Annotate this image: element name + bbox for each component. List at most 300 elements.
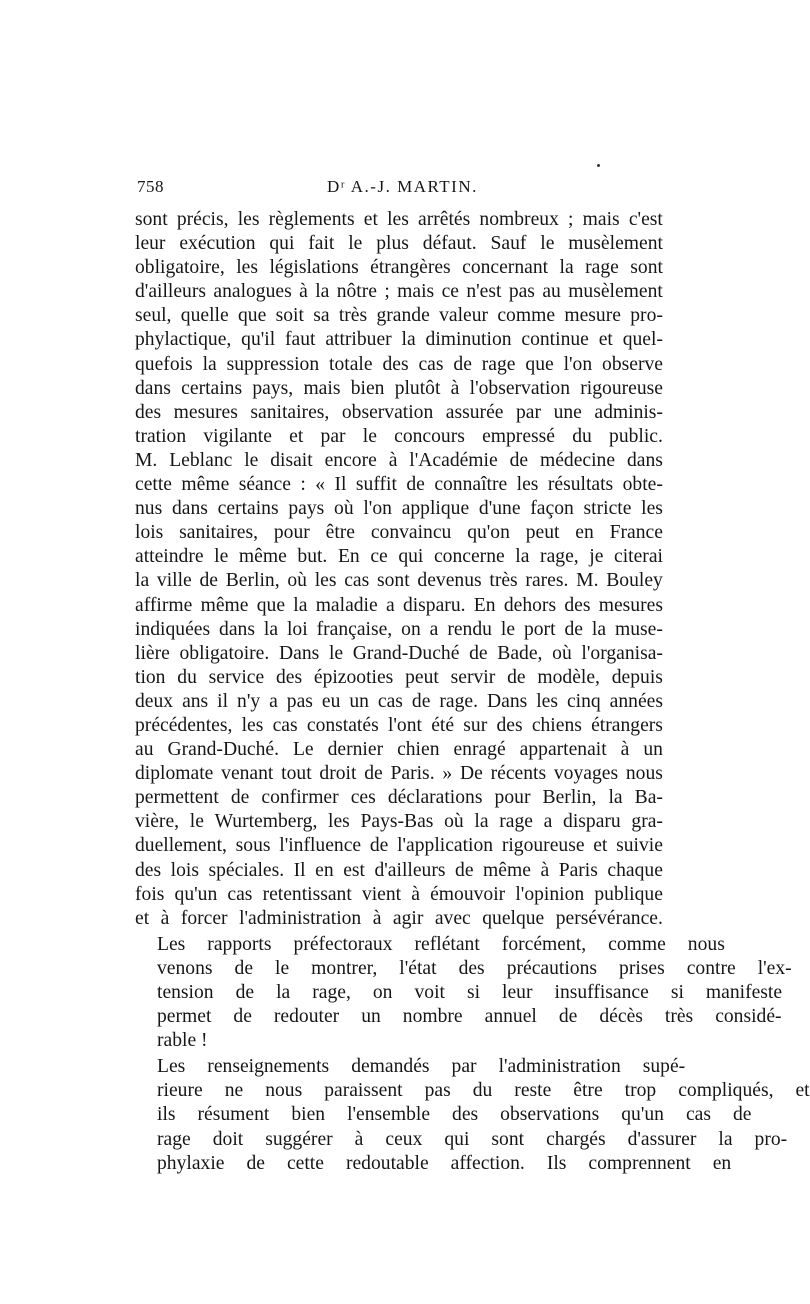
word: de	[411, 690, 431, 712]
word: de	[230, 787, 250, 809]
text-line	[135, 762, 663, 786]
word: rage	[585, 257, 619, 279]
word: rares.	[525, 570, 569, 592]
word: les	[536, 690, 558, 712]
word: les	[236, 257, 258, 279]
word: M.	[576, 570, 599, 592]
word: France	[609, 522, 663, 544]
word: la	[202, 353, 217, 375]
word: les	[516, 474, 539, 496]
word: Grand-Duché.	[167, 739, 279, 761]
word: observations	[500, 1104, 600, 1126]
word: Il	[293, 859, 306, 881]
word: disparu	[563, 811, 621, 833]
word: émouvoir	[430, 883, 506, 905]
text-line	[135, 786, 663, 810]
word: comme	[497, 305, 556, 327]
word: Berlin,	[225, 570, 280, 592]
word: de	[406, 474, 425, 496]
word: valeur	[439, 305, 489, 327]
body-text	[135, 208, 810, 1176]
word: tension	[157, 982, 214, 1003]
text-line	[135, 594, 663, 618]
text-line	[135, 690, 663, 714]
word: du	[572, 425, 592, 447]
word: dehors	[503, 594, 557, 616]
word: mais	[303, 377, 341, 399]
word: que	[237, 305, 267, 327]
word: d'ailleurs	[135, 281, 206, 303]
word: devenus	[417, 570, 482, 592]
word: tout	[281, 763, 312, 785]
word: les	[241, 714, 264, 736]
word: où	[334, 498, 354, 520]
word: Dans	[278, 642, 320, 664]
running-head	[137, 177, 663, 199]
word: forcément,	[501, 933, 587, 955]
word: suivie	[616, 835, 663, 857]
word: précis,	[176, 209, 229, 230]
word: Les	[157, 1056, 186, 1078]
word: considé-	[715, 1006, 782, 1028]
word: un	[349, 690, 369, 712]
word: si	[466, 982, 481, 1003]
word: ce	[441, 281, 459, 303]
word: En	[473, 594, 496, 616]
word: en	[712, 1152, 732, 1174]
word: avec	[434, 907, 471, 929]
word: à	[160, 907, 170, 929]
word: sa	[313, 305, 330, 327]
word: obligatoire.	[179, 642, 270, 664]
text-line	[135, 521, 663, 545]
word: on	[401, 618, 421, 640]
word: être	[325, 522, 355, 544]
word: a	[269, 690, 278, 712]
word: musèlement	[568, 233, 663, 255]
word: décès	[599, 1006, 643, 1028]
word: l'on	[563, 353, 593, 375]
word: Ils	[546, 1152, 567, 1174]
word: manifeste	[705, 982, 783, 1003]
word: l'organisa-	[581, 642, 663, 664]
word: quelle	[180, 305, 229, 327]
word: mais	[582, 209, 620, 230]
word: Les	[157, 933, 186, 955]
word: la	[401, 329, 416, 351]
text-line	[135, 545, 663, 569]
word: service	[208, 666, 265, 688]
word: obte-	[622, 474, 663, 496]
word: la	[559, 257, 574, 279]
word: venons	[157, 957, 213, 979]
word: totale	[329, 353, 373, 375]
word: diminution	[425, 329, 512, 351]
word: quel-	[622, 329, 663, 351]
word: le	[500, 618, 516, 640]
word: au	[542, 281, 561, 303]
word: qui	[444, 1128, 470, 1150]
word: chargés	[546, 1128, 606, 1150]
word: ces	[350, 787, 376, 809]
word: permet	[157, 1006, 212, 1028]
word: mais	[397, 281, 435, 303]
word: bien	[350, 377, 385, 399]
word: a	[429, 618, 439, 640]
word: vigilante	[203, 425, 272, 447]
word: où	[552, 642, 572, 664]
word: ce	[370, 546, 388, 568]
word: Bouley	[606, 570, 663, 592]
word: et	[289, 425, 304, 447]
text-line	[135, 1055, 686, 1079]
word: sont	[135, 209, 168, 230]
word: indiquées	[135, 618, 211, 640]
word: le	[244, 449, 259, 471]
word: affection.	[450, 1152, 525, 1174]
word: les	[328, 811, 350, 833]
word: l'ont	[387, 714, 422, 736]
word: a	[543, 811, 553, 833]
word: des	[496, 714, 523, 736]
word: récents	[490, 763, 547, 785]
word: agir	[392, 907, 424, 929]
word: Paris.	[390, 763, 435, 785]
word: plus	[376, 233, 409, 255]
word: compliqués,	[678, 1080, 774, 1102]
text-line	[135, 1128, 788, 1152]
word: législations	[269, 257, 359, 279]
word: la	[515, 546, 530, 568]
word: l'administration	[498, 1056, 621, 1078]
word: sont	[491, 1128, 525, 1150]
word: certains	[217, 498, 279, 520]
word: montrer,	[311, 957, 378, 979]
word: De	[459, 763, 483, 785]
text-line	[135, 328, 663, 352]
word: nous	[265, 1080, 303, 1102]
word: le	[362, 425, 377, 447]
word: dans	[135, 377, 171, 399]
word: et	[598, 329, 613, 351]
word: même	[238, 546, 287, 568]
word: dans	[626, 449, 663, 471]
text-line	[135, 232, 663, 256]
text-line	[135, 353, 663, 377]
word: comprennent	[588, 1152, 691, 1174]
word: soit	[275, 305, 304, 327]
word: le	[214, 546, 229, 568]
word: cas	[377, 690, 403, 712]
text-line	[135, 256, 663, 280]
word: a	[385, 594, 395, 616]
word: une	[553, 401, 582, 423]
word: Bade,	[497, 642, 543, 664]
word: l'état	[399, 957, 437, 979]
word: demandés	[351, 1056, 430, 1078]
text-line: rable !	[157, 1030, 208, 1052]
word: spéciales.	[208, 859, 285, 881]
word: l'administration	[239, 907, 362, 929]
text-line	[135, 618, 663, 642]
word: adminis-	[594, 401, 663, 423]
word: servir	[450, 666, 496, 688]
word: très	[664, 1006, 694, 1028]
paragraph-2	[135, 933, 792, 1053]
word: fois	[135, 883, 165, 905]
word: insuffisance	[554, 982, 649, 1003]
word: où	[444, 811, 464, 833]
word: nous	[687, 933, 725, 955]
word: certains	[181, 377, 243, 399]
word: vière,	[135, 811, 180, 833]
word: reflétant	[414, 933, 480, 955]
word: lière	[135, 642, 170, 664]
word: nus	[135, 498, 163, 520]
word: épizooties	[313, 666, 394, 688]
word: d'une	[478, 498, 521, 520]
word: l'opinion	[515, 883, 585, 905]
word: l'ex-	[757, 957, 792, 979]
word: constatés	[306, 714, 379, 736]
word: ils	[157, 1104, 176, 1126]
word: sous	[235, 835, 271, 857]
word: lois	[170, 859, 199, 881]
text-line	[135, 304, 663, 328]
word: d'ailleurs	[374, 859, 446, 881]
word: le	[189, 811, 204, 833]
word: à	[411, 883, 420, 905]
text-line	[135, 883, 663, 907]
word: rieure	[157, 1080, 203, 1102]
word: très	[489, 570, 518, 592]
word: vient	[361, 883, 402, 905]
word: déclarations	[387, 787, 483, 809]
word: eu	[321, 690, 341, 712]
word: stricte	[583, 498, 632, 520]
word: Le	[292, 739, 314, 761]
word: paraissent	[324, 1080, 403, 1102]
word: est	[343, 859, 365, 881]
word: et	[135, 907, 150, 929]
text-line	[135, 981, 783, 1005]
word: muse-	[614, 618, 663, 640]
word: Sauf	[490, 233, 527, 255]
text-line	[135, 377, 663, 401]
word: cas	[227, 883, 253, 905]
word: étrangers	[591, 714, 663, 736]
word: continue	[521, 329, 589, 351]
word: ;	[568, 209, 574, 230]
word: cas	[418, 353, 444, 375]
word: supé-	[642, 1056, 686, 1078]
word: qui	[398, 546, 424, 568]
word: l'ensemble	[347, 1104, 431, 1126]
word: doit	[212, 1128, 244, 1150]
word: n'est	[466, 281, 502, 303]
word: grande	[376, 305, 430, 327]
word: et	[363, 209, 378, 230]
word: pro-	[754, 1128, 788, 1150]
word: annuel	[484, 1006, 537, 1028]
word: des	[452, 1104, 479, 1126]
word: cas	[685, 1104, 711, 1126]
word: et	[593, 835, 608, 857]
word: à	[450, 377, 460, 399]
word: préfectoraux	[293, 933, 393, 955]
word: venant	[221, 763, 274, 785]
word: être	[573, 1080, 603, 1102]
word: musèlement	[568, 281, 663, 303]
word: pas	[286, 690, 313, 712]
word: appartenait	[519, 739, 607, 761]
word: pays	[288, 498, 325, 520]
word: la	[474, 811, 489, 833]
text-line	[135, 1005, 782, 1029]
word: en	[575, 522, 594, 544]
word: Grand-Duché	[352, 642, 460, 664]
word: convaincu	[370, 522, 452, 544]
word: chaque	[607, 859, 663, 881]
word: en	[315, 859, 334, 881]
word: si	[670, 982, 684, 1003]
word: n'y	[237, 690, 261, 712]
word: à	[540, 859, 550, 881]
paragraph-1	[135, 208, 663, 931]
word: des	[135, 401, 162, 423]
word: suggérer	[265, 1128, 333, 1150]
word: médecine	[539, 449, 616, 471]
word: leur	[135, 233, 166, 255]
word: rigoureuse	[580, 377, 663, 399]
text-line	[135, 859, 663, 883]
word: persévérance.	[555, 907, 663, 929]
word: années	[609, 690, 663, 712]
word: les	[237, 209, 260, 230]
word: phylaxie	[157, 1152, 225, 1174]
word: faut	[285, 329, 316, 351]
word: cas	[272, 714, 298, 736]
word: trop	[624, 1080, 657, 1102]
word: obligatoire,	[135, 257, 225, 279]
word: port	[523, 618, 556, 640]
header-author: Dʳ A.-J. MARTIN.	[327, 177, 478, 196]
word: française,	[316, 618, 393, 640]
word: pays,	[252, 377, 294, 399]
word: au	[135, 739, 154, 761]
word: empressé	[482, 425, 555, 447]
text-line	[135, 401, 663, 425]
word: de	[246, 1152, 265, 1174]
word: chiens	[531, 714, 582, 736]
word: Leblanc	[169, 449, 233, 471]
word: de	[235, 982, 255, 1003]
word: à	[354, 1128, 364, 1150]
word: ;	[384, 281, 390, 303]
word: leur	[502, 982, 533, 1003]
word: nombreux	[479, 209, 559, 230]
word: séance	[238, 474, 291, 496]
word: rage,	[312, 982, 351, 1003]
word: l'influence	[279, 835, 362, 857]
word: qu'un	[621, 1104, 664, 1126]
word: seul,	[135, 305, 172, 327]
word: de	[558, 1006, 578, 1028]
word: arrêtés	[418, 209, 471, 230]
word: nous	[625, 763, 663, 785]
text-line	[135, 957, 792, 981]
word: de	[509, 449, 529, 471]
word: nôtre	[336, 281, 377, 303]
word: observe	[602, 353, 663, 375]
word: »	[442, 763, 453, 785]
word: qu'un	[174, 883, 218, 905]
word: affirme	[135, 594, 193, 616]
word: cinq	[566, 690, 601, 712]
word: même	[483, 859, 531, 881]
word: Pays-Bas	[360, 811, 434, 833]
word: Berlin,	[542, 787, 597, 809]
word: été	[431, 714, 455, 736]
text-line	[135, 1103, 752, 1127]
word: à	[388, 449, 398, 471]
text-line	[135, 497, 663, 521]
word: Ba-	[634, 787, 663, 809]
word: rapports	[207, 933, 272, 955]
word: façon	[530, 498, 574, 520]
word: diplomate	[135, 763, 214, 785]
word: défaut.	[422, 233, 477, 255]
word: prises	[619, 957, 665, 979]
word: qu'on	[467, 522, 510, 544]
word: reste	[514, 1080, 552, 1102]
word: retentissant	[262, 883, 352, 905]
word: c'est	[628, 209, 663, 230]
word: du	[472, 1080, 493, 1102]
word: connaître	[434, 474, 508, 496]
word: où	[287, 570, 307, 592]
word: la	[591, 618, 607, 640]
word: attribuer	[325, 329, 392, 351]
word: je	[589, 546, 604, 568]
word: que	[525, 353, 554, 375]
word: rage	[157, 1128, 191, 1150]
word: permettent	[135, 787, 219, 809]
word: par	[451, 1056, 477, 1078]
word: règlements	[268, 209, 355, 230]
word: analogues	[213, 281, 292, 303]
word: que	[256, 594, 286, 616]
word: sur	[463, 714, 488, 736]
word: à	[620, 739, 630, 761]
word: les	[314, 570, 337, 592]
text-line	[135, 666, 663, 690]
word: précédentes,	[135, 714, 233, 736]
word: des	[458, 957, 485, 979]
word: très	[338, 305, 368, 327]
word: mesures	[173, 401, 238, 423]
word: le	[540, 233, 555, 255]
word: assurée	[445, 401, 504, 423]
word: chien	[397, 739, 440, 761]
text-line	[135, 834, 663, 858]
word: gra-	[631, 811, 663, 833]
text-line	[135, 907, 663, 931]
page-number: 758	[137, 177, 164, 196]
word: étrangères	[370, 257, 451, 279]
word: de	[364, 763, 383, 785]
word: le	[275, 957, 290, 979]
